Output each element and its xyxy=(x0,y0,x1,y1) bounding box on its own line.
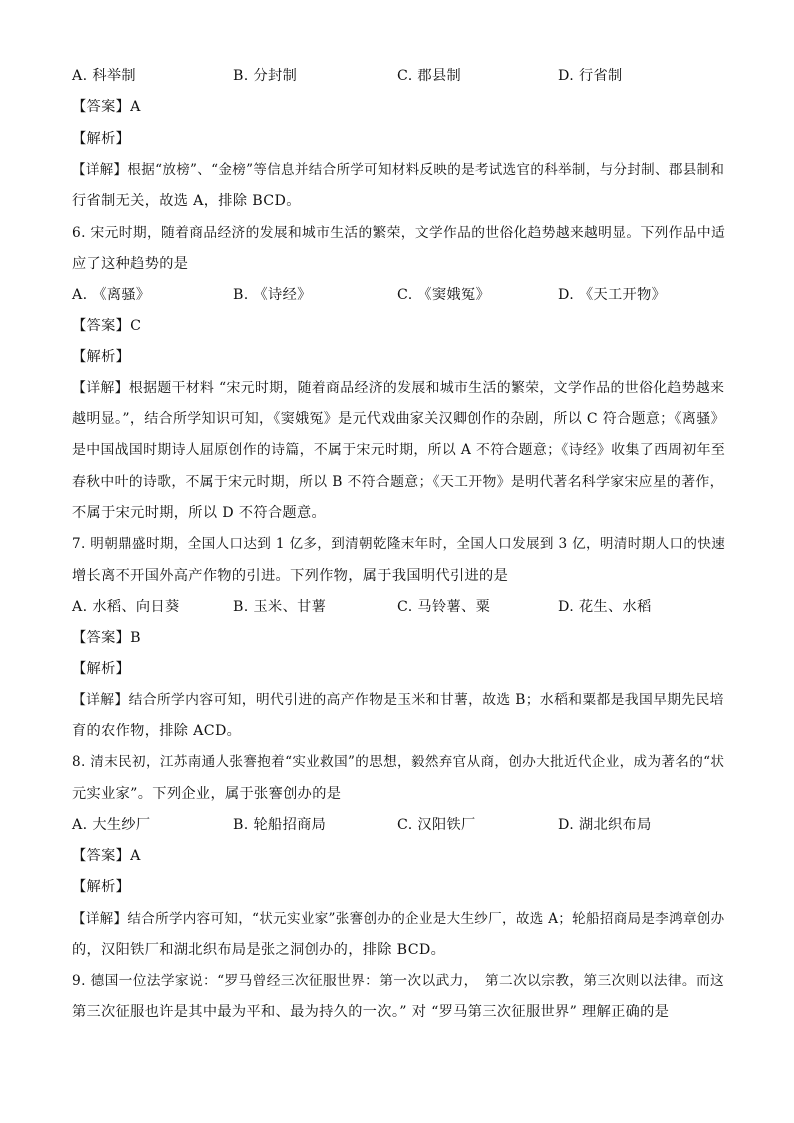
q8-detail-line-2: 的，汉阳铁厂和湖北织布局是张之洞创办的，排除 BCD。 xyxy=(72,942,446,958)
q5-analysis-label: 【解析】 xyxy=(72,131,131,147)
q6-answer: 【答案】C xyxy=(72,318,142,334)
q6-detail-line-4: 春秋中叶的诗歌，不属于宋元时期，所以 B 不符合题意；《天工开物》是明代著名科学家宋应星的著作， xyxy=(72,474,724,490)
q7-detail-line-2: 育的农作物，排除 ACD。 xyxy=(72,723,242,739)
q6-option-c: C. 《窦娥冤》 xyxy=(397,287,491,303)
q9-question-line-2: 第三次征服也许是其中最为平和、最为持久的一次。” 对 “罗马第三次征服世界” 理解正确的是 xyxy=(72,1004,670,1020)
q7-detail-line-1: 【详解】结合所学内容可知，明代引进的高产作物是玉米和甘薯，故选 B；水稻和粟都是我国早期先民培 xyxy=(72,692,724,708)
q7-question-line-2: 增长离不开国外高产作物的引进。下列作物，属于我国明代引进的是 xyxy=(72,568,509,584)
q6-detail-line-3: 是中国战国时期诗人屈原创作的诗篇，不属于宋元时期，所以 A 不符合题意；《诗经》收集了西周初年至 xyxy=(72,442,726,458)
q8-detail-line-1: 【详解】结合所学内容可知，“状元实业家”张謇创办的企业是大生纱厂，故选 A；轮船招商局是李鸿章创办 xyxy=(72,911,725,927)
q8-option-a: A. 大生纱厂 xyxy=(72,817,151,833)
q5-answer: 【答案】A xyxy=(72,99,141,115)
q7-option-b: B. 玉米、甘薯 xyxy=(233,599,327,615)
q7-options xyxy=(72,597,724,617)
q6-options xyxy=(72,285,724,305)
q9-question-line-1: 9. 德国一位法学家说：“罗马曾经三次征服世界：第一次以武力， 第二次以宗教，第三次则以法律。而这 xyxy=(72,973,725,989)
q6-option-d: D. 《天工开物》 xyxy=(558,287,667,303)
q8-option-d: D. 湖北织布局 xyxy=(558,817,652,833)
q5-options xyxy=(72,66,724,86)
q6-detail-line-5: 不属于宋元时期，所以 D 不符合题意。 xyxy=(72,505,327,521)
q8-answer: 【答案】A xyxy=(72,848,141,864)
q7-question-line-1: 7. 明朝鼎盛时期，全国人口达到 1 亿多，到清朝乾隆末年时，全国人口发展到 3 亿，明清时期人口的快速 xyxy=(72,536,726,552)
q7-answer: 【答案】B xyxy=(72,630,141,646)
q6-detail-line-2: 越明显。”，结合所学知识可知，《窦娥冤》是元代戏曲家关汉卿创作的杂剧，所以 C 符合题意；《离骚》 xyxy=(72,411,725,427)
q7-option-c: C. 马铃薯、粟 xyxy=(397,599,491,615)
q5-option-d: D. 行省制 xyxy=(558,68,623,84)
q5-detail-line-2: 行省制无关，故选 A，排除 BCD。 xyxy=(72,193,301,209)
q6-option-a: A. 《离骚》 xyxy=(72,287,151,303)
q8-question-line-2: 元实业家”。下列企业，属于张謇创办的是 xyxy=(72,786,342,802)
q6-detail-line-1: 【详解】根据题干材料 “宋元时期，随着商品经济的发展和城市生活的繁荣，文学作品的世俗化趋势越来 xyxy=(72,380,725,396)
q6-question-line-1: 6. 宋元时期，随着商品经济的发展和城市生活的繁荣，文学作品的世俗化趋势越来越明显。下列作品中适 xyxy=(72,225,726,241)
q5-option-a: A. 科举制 xyxy=(72,68,136,84)
q6-analysis-label: 【解析】 xyxy=(72,349,131,365)
q8-option-c: C. 汉阳铁厂 xyxy=(397,817,476,833)
q8-question-line-1: 8. 清末民初，江苏南通人张謇抱着“实业救国”的思想，毅然弃官从商，创办大批近代企业，成为著名的“状 xyxy=(72,754,725,770)
q6-question-line-2: 应了这种趋势的是 xyxy=(72,256,189,272)
q7-analysis-label: 【解析】 xyxy=(72,661,131,677)
q8-analysis-label: 【解析】 xyxy=(72,879,131,895)
q6-option-b: B. 《诗经》 xyxy=(233,287,312,303)
q7-option-d: D. 花生、水稻 xyxy=(558,599,652,615)
q8-option-b: B. 轮船招商局 xyxy=(233,817,327,833)
q7-option-a: A. 水稻、向日葵 xyxy=(72,599,180,615)
q8-options xyxy=(72,815,724,835)
q5-detail-line-1: 【详解】根据“放榜”、“金榜”等信息并结合所学可知材料反映的是考试选官的科举制，与分封制、郡县制和 xyxy=(72,162,725,178)
q5-option-b: B. 分封制 xyxy=(233,68,298,84)
q5-option-c: C. 郡县制 xyxy=(397,68,462,84)
